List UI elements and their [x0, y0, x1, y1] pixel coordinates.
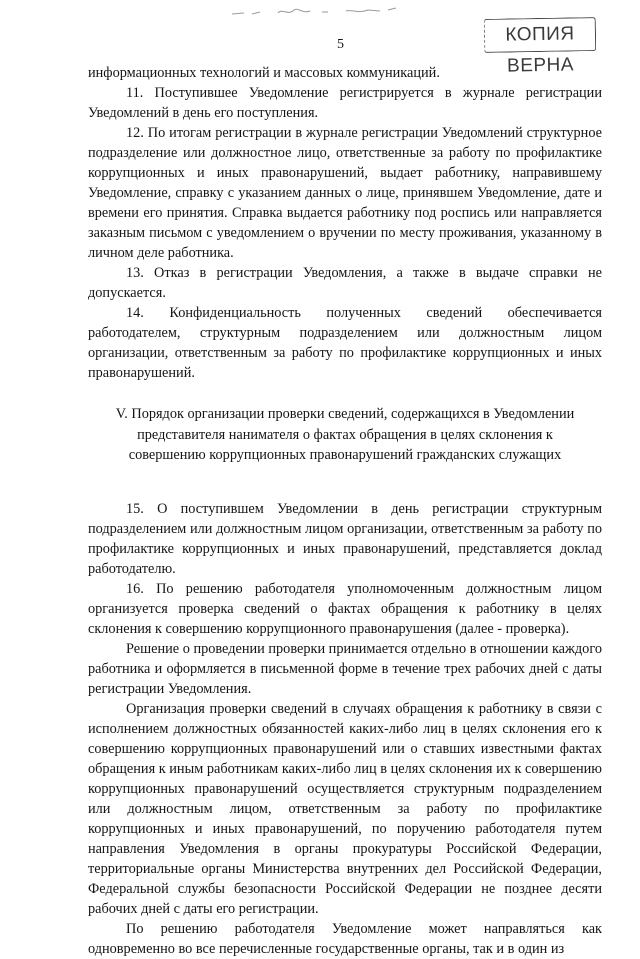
paragraph-13: 13. Отказ в регистрации Уведомления, а также в выдаче справки не допускается. — [88, 265, 602, 301]
paragraph-12: 12. По итогам регистрации в журнале регистрации Уведомлений структурное подразделение или должностное лицо, ответственные за работу по профилактике коррупционных и иных правонарушений, выдает работнику, направившему Уведомление, справку с указанием данных о лице, принявшем Уведомление, дате и времени его принятия. Справка выдается работнику под роспись или направляется заказным письмом с уведомлением о вручении по месту проживания, указанному в личном деле работника. — [88, 125, 602, 261]
paragraph-11: 11. Поступившее Уведомление регистрируется в журнале регистрации Уведомлений в день его поступления. — [88, 85, 602, 121]
section-v-title: V. Порядок организации проверки сведений, содержащихся в Уведомлении представителя нанимателя о фактах обращения в целях склонения к совершению коррупционных правонарушений гражданских служащих — [115, 406, 575, 463]
handwritten-scribble — [230, 4, 400, 18]
paragraph-continuation: информационных технологий и массовых коммуникаций. — [88, 65, 440, 81]
paragraph-decision: Решение о проведении проверки принимается отдельно в отношении каждого работника и оформляется в письменной форме в течение трех рабочих дней с даты регистрации Уведомления. — [88, 640, 602, 697]
document-body — [88, 63, 602, 959]
paragraph-16: 16. По решению работодателя уполномоченным должностным лицом организуется проверка сведений о фактах обращения к работнику в целях склонения к совершению коррупционного правонарушения (далее - проверка). — [88, 580, 602, 637]
copy-certified-stamp: КОПИЯ ВЕРНА — [484, 17, 597, 53]
paragraph-15: 15. О поступившем Уведомлении в день регистрации структурным подразделением или должностным лицом организации, ответственным за работу по профилактике коррупционных и иных правонарушений, представляется доклад работодателю. — [88, 500, 602, 577]
paragraph-direction: По решению работодателя Уведомление может направляться как одновременно во все перечисленные государственные органы, так и в один из — [88, 920, 602, 957]
paragraph-14: 14. Конфиденциальность полученных сведений обеспечивается работодателем, структурным подразделением или должностным лицом организации, ответственным за работу по профилактике коррупционных и иных правонарушений. — [88, 305, 602, 381]
page-number: 5 — [337, 37, 344, 52]
paragraph-organization: Организация проверки сведений в случаях обращения к работнику в связи с исполнением должностных обязанностей каких-либо лиц в целях склонения его к совершению коррупционных правонарушений или о ставших известными фактах обращения к иным работникам каких-либо лиц в целях склонения их к совершению коррупционных правонарушений осуществляется структурным подразделением или должностным лицом, ответственным за работу по профилактике коррупционных и иных правонарушений, по поручению работодателя путем направления Уведомления в органы прокуратуры Российской Федерации, территориальные органы Министерства внутренних дел Российской Федерации, Федеральной службы безопасности Российской Федерации не позднее десяти рабочих дней с даты его регистрации. — [88, 700, 602, 917]
